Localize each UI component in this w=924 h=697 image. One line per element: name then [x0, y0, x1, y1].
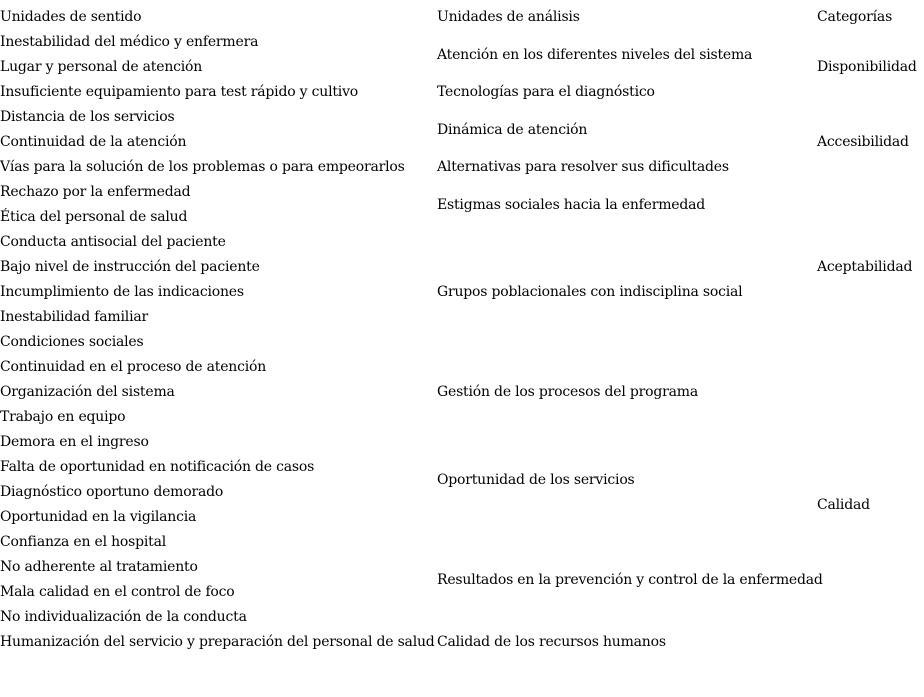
table-row — [0, 430, 924, 455]
analysis-unit-cell: Tecnologías para el diagnóstico — [437, 84, 655, 100]
analysis-unit-cell: Calidad de los recursos humanos — [437, 634, 666, 650]
category-cell: Accesibilidad — [817, 134, 909, 150]
sense-unit-cell: No individualización de la conducta — [0, 609, 247, 625]
table-row — [0, 230, 924, 255]
sense-unit-cell: Mala calidad en el control de foco — [0, 584, 235, 600]
column-header-categories: Categorías — [817, 9, 893, 25]
sense-unit-cell: Oportunidad en la vigilancia — [0, 509, 197, 525]
analysis-unit-cell: Oportunidad de los servicios — [437, 471, 635, 488]
sense-unit-cell: Distancia de los servicios — [0, 109, 175, 125]
sense-unit-cell: No adherente al tratamiento — [0, 559, 198, 575]
sense-unit-cell: Diagnóstico oportuno demorado — [0, 484, 224, 500]
sense-unit-cell: Inestabilidad familiar — [0, 309, 148, 325]
analysis-unit-cell: Atención en los diferentes niveles del sistema — [437, 46, 753, 63]
category-cell: Calidad — [817, 496, 870, 513]
sense-unit-cell: Condiciones sociales — [0, 334, 144, 350]
sense-unit-cell: Demora en el ingreso — [0, 434, 149, 450]
sense-unit-cell: Continuidad en el proceso de atención — [0, 359, 267, 375]
category-cell: Aceptabilidad — [817, 259, 913, 275]
sense-unit-cell: Rechazo por la enfermedad — [0, 184, 191, 200]
table-row — [0, 180, 924, 205]
sense-unit-cell: Falta de oportunidad en notificación de casos — [0, 459, 315, 475]
sense-unit-cell: Bajo nivel de instrucción del paciente — [0, 259, 260, 275]
analysis-unit-cell: Estigmas sociales hacia la enfermedad — [437, 196, 706, 213]
analysis-unit-cell: Dinámica de atención — [437, 121, 588, 138]
table-row — [0, 155, 924, 180]
analysis-unit-cell: Gestión de los procesos del programa — [437, 384, 699, 400]
column-header-analysis-units: Unidades de análisis — [437, 9, 580, 25]
sense-unit-cell: Organización del sistema — [0, 384, 175, 400]
analysis-unit-cell: Alternativas para resolver sus dificultades — [437, 159, 729, 175]
analysis-unit-cell: Resultados en la prevención y control de la enfermedad — [437, 571, 823, 588]
sense-unit-cell: Ética del personal de salud — [0, 209, 188, 225]
sense-unit-cell: Confianza en el hospital — [0, 534, 167, 550]
table-row — [0, 530, 924, 555]
sense-unit-cell: Trabajo en equipo — [0, 409, 126, 425]
sense-unit-cell: Insuficiente equipamiento para test rápido y cultivo — [0, 84, 359, 100]
sense-unit-cell: Humanización del servicio y preparación del personal de salud — [0, 634, 435, 650]
table-row — [0, 105, 924, 130]
sense-unit-cell: Conducta antisocial del paciente — [0, 234, 226, 250]
category-cell: Disponibilidad — [817, 59, 917, 75]
table-row — [0, 355, 924, 380]
sense-unit-cell: Lugar y personal de atención — [0, 59, 203, 75]
sense-unit-cell: Continuidad de la atención — [0, 134, 187, 150]
table-row — [0, 80, 924, 105]
column-header-sense-units: Unidades de sentido — [0, 9, 142, 25]
sense-unit-cell: Vías para la solución de los problemas o para empeorarlos — [0, 159, 405, 175]
sense-unit-cell: Incumplimiento de las indicaciones — [0, 284, 244, 300]
table-row — [0, 30, 924, 55]
categorization-table — [0, 5, 924, 655]
table-row — [0, 630, 924, 655]
analysis-unit-cell: Grupos poblacionales con indisciplina social — [437, 284, 743, 300]
table-header-row — [0, 5, 924, 30]
sense-unit-cell: Inestabilidad del médico y enfermera — [0, 34, 259, 50]
